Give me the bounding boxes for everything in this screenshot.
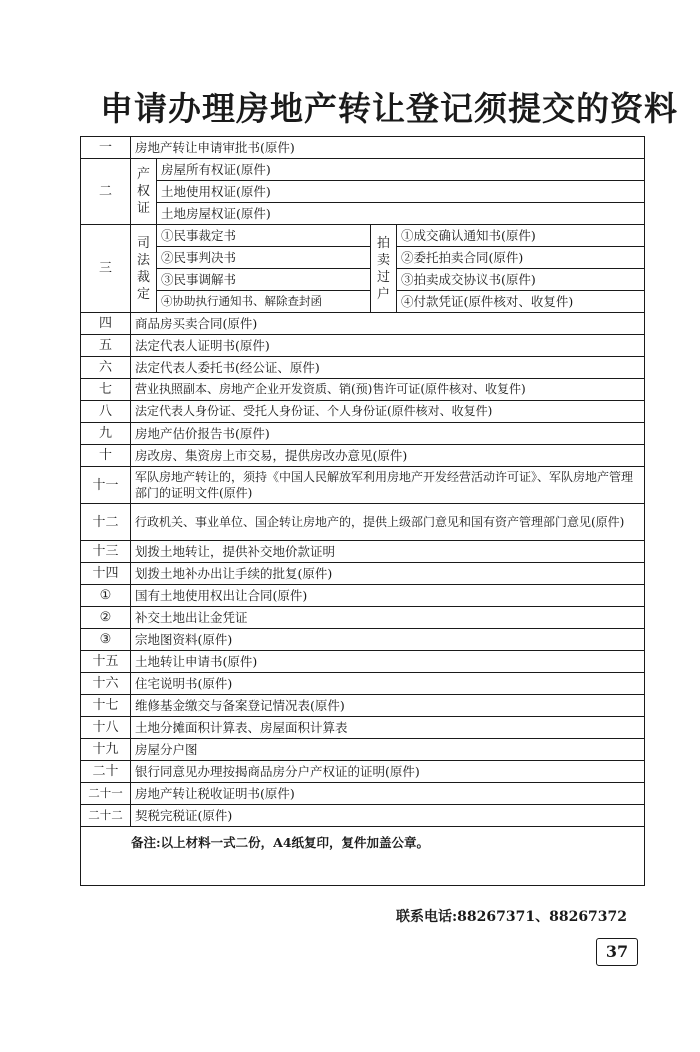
table-row xyxy=(81,269,645,291)
table-row xyxy=(81,607,645,629)
row-text: 商品房买卖合同(原件) xyxy=(131,313,645,335)
table-row xyxy=(81,541,645,563)
table-row xyxy=(81,357,645,379)
table-row xyxy=(81,445,645,467)
table-row xyxy=(81,739,645,761)
row-text: ①成交确认通知书(原件) xyxy=(397,225,645,247)
row-text: 房改房、集资房上市交易，提供房改办意见(原件) xyxy=(131,445,645,467)
row-number: 六 xyxy=(81,357,131,379)
row-text: 宗地图资料(原件) xyxy=(131,629,645,651)
table-row xyxy=(81,467,645,504)
table-row xyxy=(81,717,645,739)
table-row xyxy=(81,673,645,695)
row-text: 房地产估价报告书(原件) xyxy=(131,423,645,445)
row-text: ④协助执行通知书、解除查封函 xyxy=(157,291,371,313)
row-text: 补交土地出让金凭证 xyxy=(131,607,645,629)
row-text: 国有土地使用权出让合同(原件) xyxy=(131,585,645,607)
row-text: 法定代表人身份证、受托人身份证、个人身份证(原件核对、收复件) xyxy=(131,401,645,423)
row-text: 房地产转让申请审批书(原件) xyxy=(131,137,645,159)
row-text: ①民事裁定书 xyxy=(157,225,371,247)
row-text: 住宅说明书(原件) xyxy=(131,673,645,695)
row-number: 三 xyxy=(81,225,131,313)
row-number: 十二 xyxy=(81,504,131,541)
row-text: 房地产转让税收证明书(原件) xyxy=(131,783,645,805)
materials-table xyxy=(80,136,645,886)
row-text: 法定代表人委托书(经公证、原件) xyxy=(131,357,645,379)
page-number: 37 xyxy=(596,938,638,966)
row-number: 八 xyxy=(81,401,131,423)
table-row xyxy=(81,629,645,651)
row-text: 土地转让申请书(原件) xyxy=(131,651,645,673)
row-number: 十三 xyxy=(81,541,131,563)
group-label-property-cert: 产权证 xyxy=(131,159,157,225)
row-text: 划拨土地补办出让手续的批复(原件) xyxy=(131,563,645,585)
group-label-judicial: 司法裁定 xyxy=(131,225,157,313)
row-text: 土地使用权证(原件) xyxy=(157,181,645,203)
table-row xyxy=(81,181,645,203)
row-number: 十七 xyxy=(81,695,131,717)
row-text: ④付款凭证(原件核对、收复件) xyxy=(397,291,645,313)
table-row xyxy=(81,563,645,585)
row-number: 十五 xyxy=(81,651,131,673)
group-label-auction: 拍卖过户 xyxy=(371,225,397,313)
row-number: 一 xyxy=(81,137,131,159)
row-text: 军队房地产转让的，须持《中国人民解放军利用房地产开发经营活动许可证》、军队房地产管理部门的证明文件(原件) xyxy=(131,467,645,504)
row-number: 二 xyxy=(81,159,131,225)
row-text: ②民事判决书 xyxy=(157,247,371,269)
table-row xyxy=(81,695,645,717)
row-number: 四 xyxy=(81,313,131,335)
table-row xyxy=(81,805,645,827)
row-number: 十八 xyxy=(81,717,131,739)
table-row xyxy=(81,379,645,401)
row-text: 房屋分户图 xyxy=(131,739,645,761)
row-number: 十四 xyxy=(81,563,131,585)
row-number: ② xyxy=(81,607,131,629)
table-row xyxy=(81,335,645,357)
row-number: 二十 xyxy=(81,761,131,783)
row-text: 土地分摊面积计算表、房屋面积计算表 xyxy=(131,717,645,739)
row-number: 二十二 xyxy=(81,805,131,827)
row-number: 九 xyxy=(81,423,131,445)
row-number: ③ xyxy=(81,629,131,651)
table-row xyxy=(81,401,645,423)
table-row xyxy=(81,783,645,805)
table-row xyxy=(81,159,645,181)
row-number: 十 xyxy=(81,445,131,467)
table-row xyxy=(81,247,645,269)
row-text: 法定代表人证明书(原件) xyxy=(131,335,645,357)
row-number: 十六 xyxy=(81,673,131,695)
row-text: 行政机关、事业单位、国企转让房地产的，提供上级部门意见和国有资产管理部门意见(原件) xyxy=(131,504,645,541)
row-text: ③拍卖成交协议书(原件) xyxy=(397,269,645,291)
row-text: 房屋所有权证(原件) xyxy=(157,159,645,181)
row-number: 二十一 xyxy=(81,783,131,805)
table-row xyxy=(81,585,645,607)
row-text: 土地房屋权证(原件) xyxy=(157,203,645,225)
table-row xyxy=(81,651,645,673)
table-row xyxy=(81,761,645,783)
row-text: ②委托拍卖合同(原件) xyxy=(397,247,645,269)
table-row xyxy=(81,423,645,445)
row-text: ③民事调解书 xyxy=(157,269,371,291)
row-text: 契税完税证(原件) xyxy=(131,805,645,827)
page-title: 申请办理房地产转让登记须提交的资料 xyxy=(100,89,678,128)
contact-phone: 联系电话:88267371、88267372 xyxy=(396,909,628,925)
row-number: 五 xyxy=(81,335,131,357)
row-text: 营业执照副本、房地产企业开发资质、销(预)售许可证(原件核对、收复件) xyxy=(131,379,645,401)
row-number: ① xyxy=(81,585,131,607)
table-row xyxy=(81,291,645,313)
table-row xyxy=(81,137,645,159)
row-text: 维修基金缴交与备案登记情况表(原件) xyxy=(131,695,645,717)
note-text: 备注:以上材料一式二份，A4纸复印，复件加盖公章。 xyxy=(81,827,645,886)
table-row xyxy=(81,313,645,335)
row-number: 十一 xyxy=(81,467,131,504)
row-number: 十九 xyxy=(81,739,131,761)
table-row-note xyxy=(81,827,645,886)
row-text: 划拨土地转让，提供补交地价款证明 xyxy=(131,541,645,563)
row-number: 七 xyxy=(81,379,131,401)
row-text: 银行同意见办理按揭商品房分户产权证的证明(原件) xyxy=(131,761,645,783)
table-row xyxy=(81,225,645,247)
table-row xyxy=(81,203,645,225)
table-row xyxy=(81,504,645,541)
